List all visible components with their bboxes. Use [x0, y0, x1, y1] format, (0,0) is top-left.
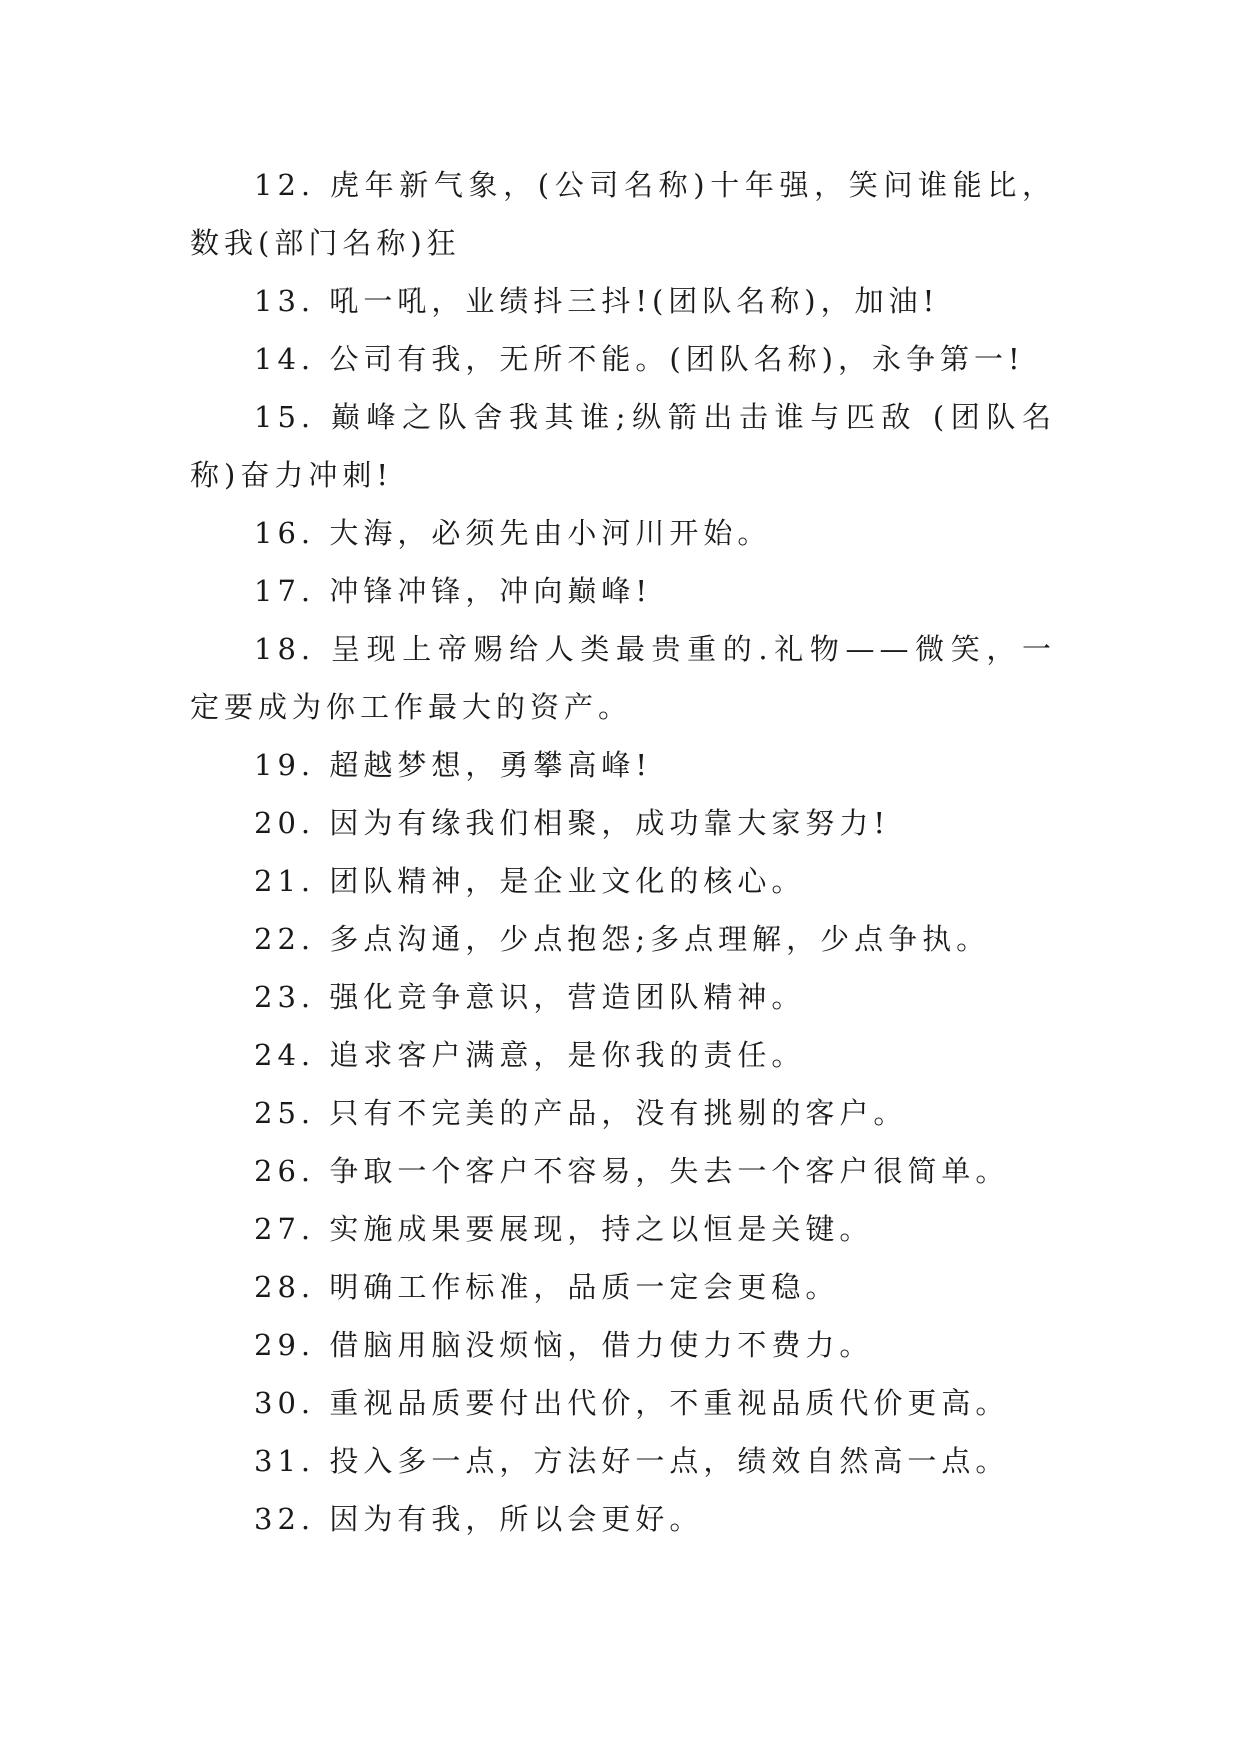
- slogan-paragraph-19: 19. 超越梦想，勇攀高峰!: [254, 748, 652, 782]
- slogan-paragraph-27: 27. 实施成果要展现，持之以恒是关键。: [254, 1212, 874, 1246]
- document-body: [190, 156, 1056, 1548]
- slogan-paragraph-15: 15. 巅峰之队舍我其谁;纵箭出击谁与匹敌 (团队名称)奋力冲刺!: [190, 400, 1056, 492]
- slogan-paragraph-21: 21. 团队精神，是企业文化的核心。: [254, 864, 806, 898]
- slogan-paragraph-29: 29. 借脑用脑没烦恼，借力使力不费力。: [254, 1328, 874, 1362]
- slogan-paragraph-25: 25. 只有不完美的产品，没有挑剔的客户。: [254, 1096, 908, 1130]
- slogan-paragraph-20: 20. 因为有缘我们相聚，成功靠大家努力!: [254, 806, 890, 840]
- slogan-paragraph-23: 23. 强化竞争意识，营造团队精神。: [254, 980, 806, 1014]
- slogan-paragraph-32: 32. 因为有我，所以会更好。: [254, 1502, 704, 1536]
- slogan-paragraph-28: 28. 明确工作标准，品质一定会更稳。: [254, 1270, 840, 1304]
- slogan-paragraph-16: 16. 大海，必须先由小河川开始。: [254, 516, 772, 550]
- slogan-paragraph-18: 18. 呈现上帝赐给人类最贵重的.礼物——微笑，一定要成为你工作最大的资产。: [190, 632, 1056, 724]
- slogan-paragraph-30: 30. 重视品质要付出代价，不重视品质代价更高。: [254, 1386, 1010, 1420]
- slogan-paragraph-31: 31. 投入多一点，方法好一点，绩效自然高一点。: [254, 1444, 1010, 1478]
- slogan-paragraph-26: 26. 争取一个客户不容易，失去一个客户很简单。: [254, 1154, 1010, 1188]
- slogan-paragraph-22: 22. 多点沟通，少点抱怨;多点理解，少点争执。: [254, 922, 991, 956]
- slogan-paragraph-13: 13. 吼一吼，业绩抖三抖!(团队名称)，加油!: [254, 284, 940, 318]
- slogan-paragraph-14: 14. 公司有我，无所不能。(团队名称)，永争第一!: [254, 342, 1025, 376]
- slogan-paragraph-24: 24. 追求客户满意，是你我的责任。: [254, 1038, 806, 1072]
- slogan-paragraph-17: 17. 冲锋冲锋，冲向巅峰!: [254, 574, 652, 608]
- slogan-paragraph-12: 12. 虎年新气象，(公司名称)十年强，笑问谁能比，数我(部门名称)狂: [190, 168, 1056, 260]
